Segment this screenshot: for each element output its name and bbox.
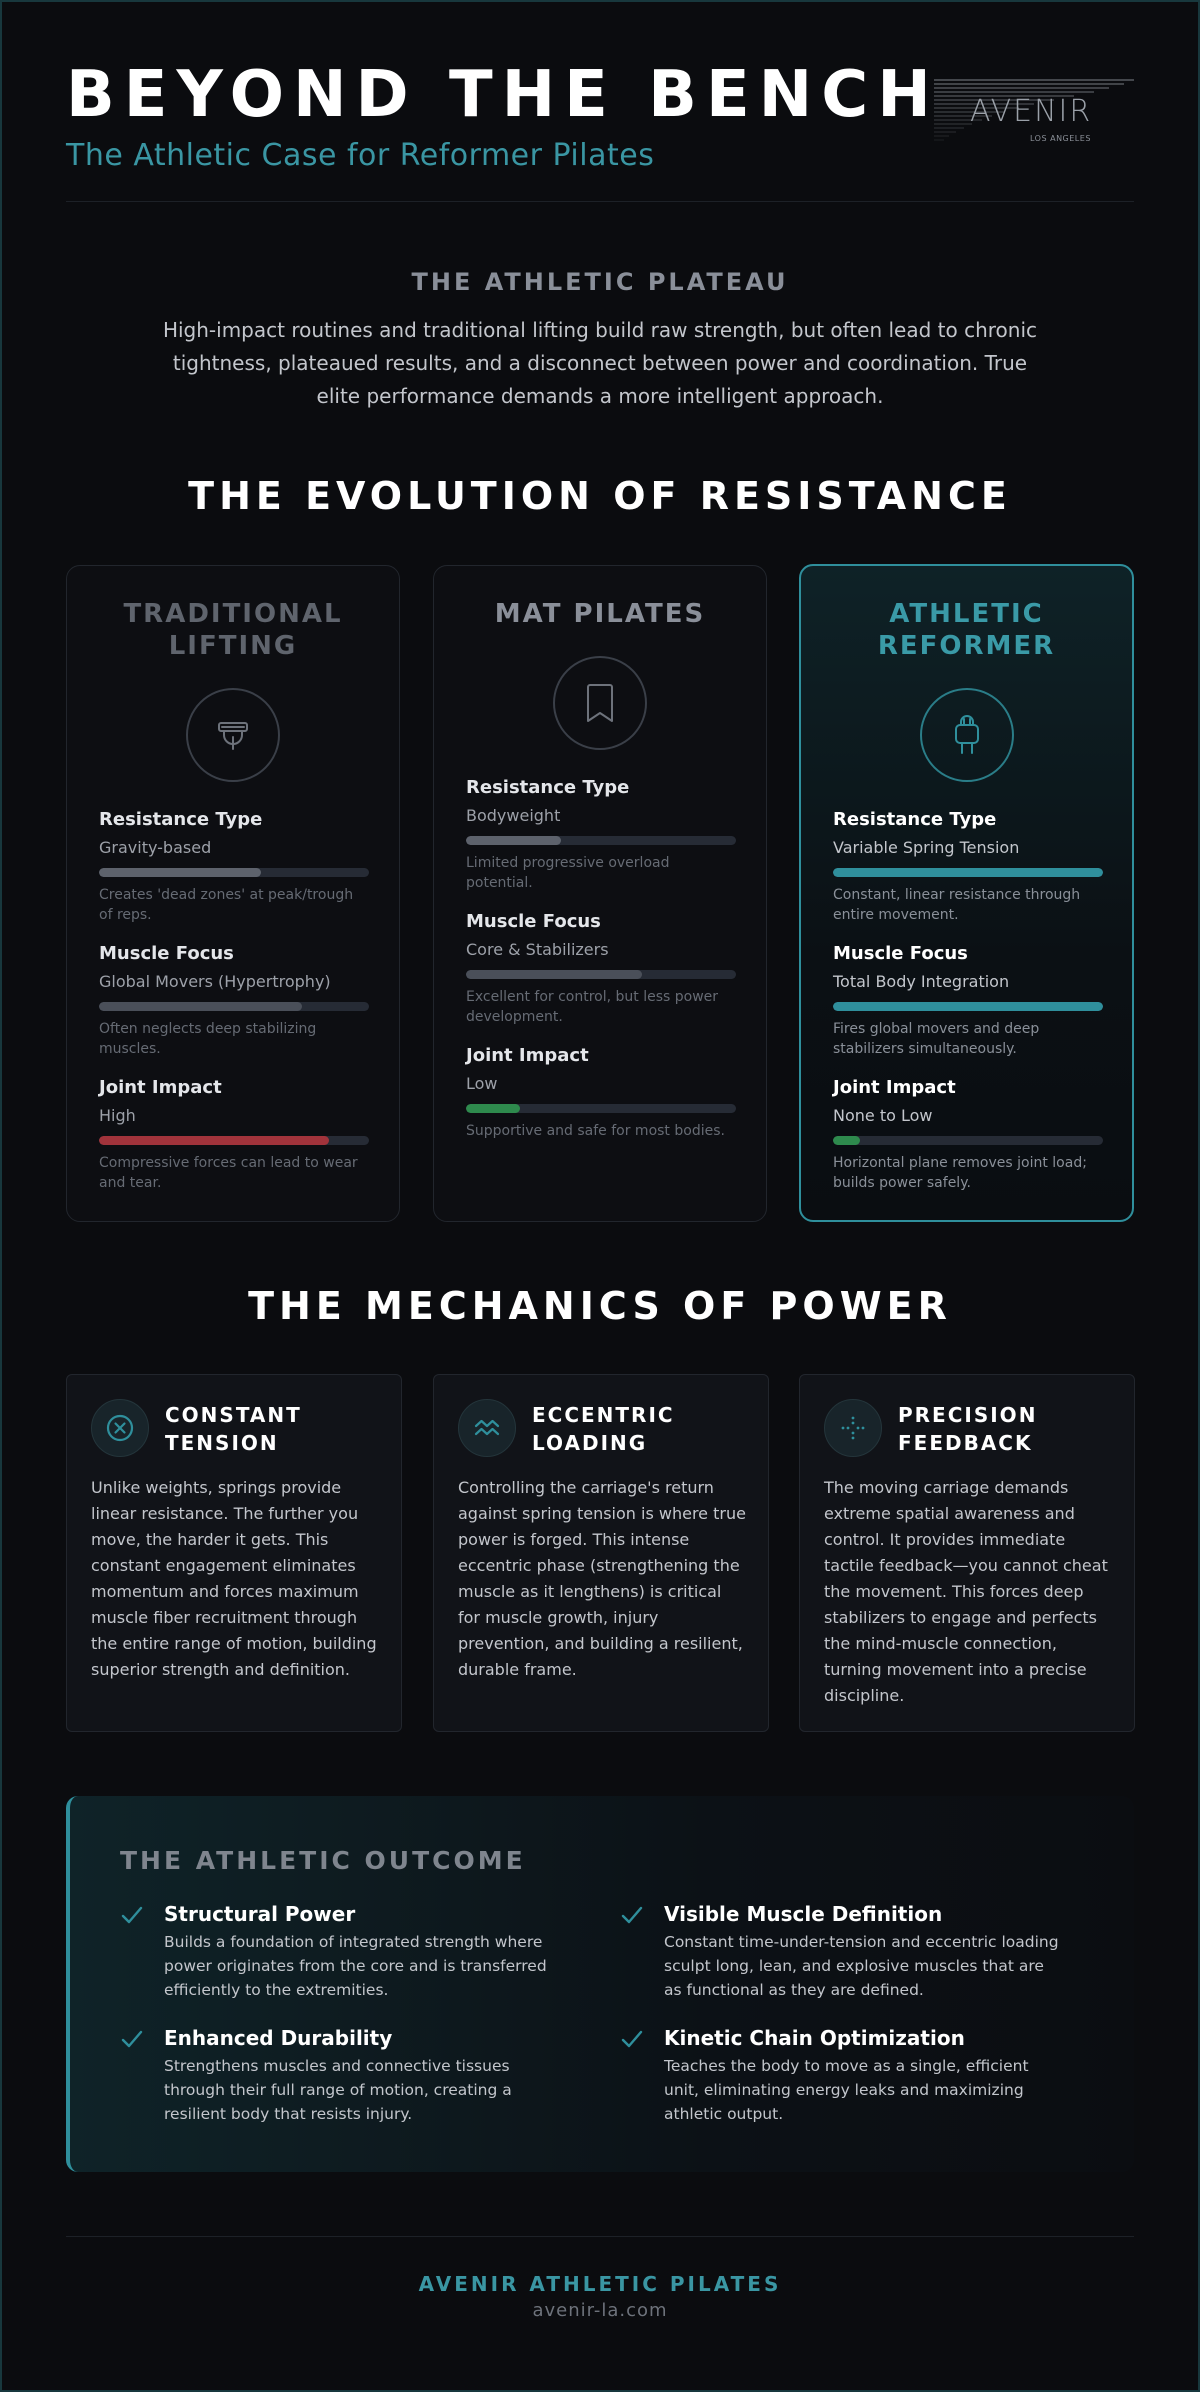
outcome-item-title: Visible Muscle Definition bbox=[664, 1902, 943, 1926]
metric-note: Horizontal plane removes joint load; builds power safely. bbox=[833, 1155, 1087, 1191]
metric-muscle-focus bbox=[466, 911, 736, 1027]
metric-label: Joint Impact bbox=[99, 1077, 222, 1098]
outcome-item-text: Strengthens muscles and connective tissues through their full range of motion, creating a resilient body that resists injury. bbox=[164, 2057, 512, 2123]
metric-note: Creates 'dead zones' at peak/trough of reps. bbox=[99, 887, 354, 923]
footer-divider bbox=[66, 2236, 1134, 2237]
metric-note: Supportive and safe for most bodies. bbox=[466, 1123, 725, 1139]
metric-muscle-focus bbox=[833, 943, 1103, 1059]
check-icon bbox=[620, 2028, 644, 2050]
metric-bar bbox=[99, 868, 369, 877]
metric-bar-fill bbox=[99, 868, 261, 877]
metric-label: Joint Impact bbox=[833, 1077, 956, 1098]
plateau-heading: THE ATHLETIC PLATEAU bbox=[411, 268, 789, 296]
outcome-item bbox=[120, 2026, 560, 2126]
x-circle-icon bbox=[104, 1412, 136, 1444]
metric-bar-fill bbox=[833, 1002, 1103, 1011]
card-athletic-reformer bbox=[799, 564, 1134, 1222]
metric-note: Excellent for control, but less power development. bbox=[466, 989, 719, 1025]
metric-bar-fill bbox=[466, 836, 561, 845]
logo-subtext: LOS ANGELES bbox=[1030, 134, 1091, 143]
metric-resistance-type bbox=[466, 777, 736, 893]
card-title: MAT PILATES bbox=[494, 599, 706, 629]
plateau-text: High-impact routines and traditional lifting build raw strength, but often lead to chronic tightness, plateaued results, and a disconnect between power and coordination. True elite performance demands a more intelligent approach. bbox=[162, 318, 1038, 408]
card-mat-pilates bbox=[433, 565, 767, 1222]
outcome-item bbox=[620, 1902, 1060, 2002]
metric-label: Resistance Type bbox=[466, 777, 630, 798]
mechanic-title: ECCENTRIC LOADING bbox=[532, 1403, 675, 1455]
card-icon-circle bbox=[186, 688, 280, 782]
metric-label: Resistance Type bbox=[99, 809, 263, 830]
mechanics-heading: THE MECHANICS OF POWER bbox=[248, 1284, 952, 1328]
mechanic-text: The moving carriage demands extreme spatial awareness and control. It provides immediate tactile feedback—you cannot cheat the movement. This forces deep stabilizers to engage and perfects the mind-muscle connection, turning movement into a precise discipline. bbox=[824, 1478, 1108, 1705]
metric-note: Often neglects deep stabilizing muscles. bbox=[99, 1021, 317, 1057]
metric-note: Constant, linear resistance through entire movement. bbox=[833, 887, 1081, 923]
metric-label: Muscle Focus bbox=[99, 943, 234, 964]
metric-label: Muscle Focus bbox=[833, 943, 968, 964]
metric-bar bbox=[466, 1104, 736, 1113]
card-title: ATHLETIC REFORMER bbox=[877, 599, 1056, 661]
outcome-item-text: Teaches the body to move as a single, efficient unit, eliminating energy leaks and maximizing athletic output. bbox=[664, 2057, 1029, 2123]
plug-icon bbox=[947, 713, 987, 757]
outcome-panel bbox=[66, 1796, 1134, 2172]
footer-url-link[interactable]: avenir-la.com bbox=[532, 2300, 668, 2321]
card-title: TRADITIONAL LIFTING bbox=[123, 599, 343, 661]
metric-joint-impact bbox=[99, 1077, 369, 1193]
metric-joint-impact bbox=[833, 1077, 1103, 1193]
metric-bar bbox=[99, 1002, 369, 1011]
evolution-heading: THE EVOLUTION OF RESISTANCE bbox=[188, 474, 1012, 518]
metric-value: Variable Spring Tension bbox=[833, 838, 1020, 857]
metric-bar-fill bbox=[833, 868, 1103, 877]
metric-label: Joint Impact bbox=[466, 1045, 589, 1066]
outcome-item-title: Enhanced Durability bbox=[164, 2026, 393, 2050]
card-traditional-lifting bbox=[66, 565, 400, 1222]
outcome-item-text: Builds a foundation of integrated strength where power originates from the core and is transferred efficiently to the extremities. bbox=[164, 1933, 547, 1999]
crosshair-icon bbox=[837, 1412, 869, 1444]
metric-bar bbox=[466, 836, 736, 845]
metric-resistance-type bbox=[833, 809, 1103, 925]
header bbox=[66, 60, 1134, 202]
metric-note: Fires global movers and deep stabilizers simultaneously. bbox=[833, 1021, 1040, 1057]
metric-bar bbox=[99, 1136, 369, 1145]
metric-value: High bbox=[99, 1106, 136, 1125]
metric-note: Compressive forces can lead to wear and tear. bbox=[99, 1155, 358, 1191]
metric-resistance-type bbox=[99, 809, 369, 925]
card-icon-circle bbox=[920, 688, 1014, 782]
mechanic-constant-tension bbox=[66, 1374, 402, 1732]
metric-value: Core & Stabilizers bbox=[466, 940, 609, 959]
metric-note: Limited progressive overload potential. bbox=[466, 855, 670, 891]
card-icon-circle bbox=[553, 656, 647, 750]
mechanic-icon-circle bbox=[91, 1399, 149, 1457]
metric-value: Total Body Integration bbox=[833, 972, 1010, 991]
outcome-heading: THE ATHLETIC OUTCOME bbox=[120, 1846, 526, 1875]
metric-muscle-focus bbox=[99, 943, 369, 1059]
outcome-item bbox=[620, 2026, 1060, 2126]
mechanic-precision-feedback bbox=[799, 1374, 1135, 1732]
metric-bar bbox=[833, 868, 1103, 877]
metric-bar-fill bbox=[833, 1136, 860, 1145]
check-icon bbox=[620, 1904, 644, 1926]
footer-brand: AVENIR ATHLETIC PILATES bbox=[418, 2272, 782, 2296]
outcome-item bbox=[120, 1902, 560, 2002]
mechanic-eccentric-loading bbox=[433, 1374, 769, 1732]
mechanic-text: Unlike weights, springs provide linear resistance. The further you move, the harder it gets. This constant engagement eliminates momentum and forces maximum muscle fiber recruitment through the entire range of motion, building superior strength and definition. bbox=[91, 1478, 377, 1679]
metric-bar bbox=[833, 1136, 1103, 1145]
brand-logo bbox=[934, 78, 1134, 152]
dumbbell-icon bbox=[213, 715, 253, 755]
check-icon bbox=[120, 2028, 144, 2050]
metric-value: Bodyweight bbox=[466, 806, 561, 825]
metric-value: Low bbox=[466, 1074, 498, 1093]
mechanic-text: Controlling the carriage's return against spring tension is where true power is forged. This intense eccentric phase (strengthening the muscle as it lengthens) is critical for muscle growth, injury prevention, and building a resilient, durable frame. bbox=[458, 1478, 746, 1679]
outcome-item-text: Constant time-under-tension and eccentric loading sculpt long, lean, and explosive muscles that are as functional as they are defined. bbox=[664, 1933, 1059, 1999]
page-subtitle: The Athletic Case for Reformer Pilates bbox=[66, 138, 655, 173]
mechanic-icon-circle bbox=[824, 1399, 882, 1457]
mechanic-title: PRECISION FEEDBACK bbox=[898, 1403, 1038, 1455]
metric-bar-fill bbox=[466, 1104, 520, 1113]
metric-bar-fill bbox=[99, 1002, 302, 1011]
metric-bar-fill bbox=[466, 970, 642, 979]
page-title: BEYOND THE BENCH bbox=[66, 58, 940, 132]
metric-value: Global Movers (Hypertrophy) bbox=[99, 972, 331, 991]
mechanic-title: CONSTANT TENSION bbox=[165, 1403, 302, 1455]
logo-text: AVENIR bbox=[970, 94, 1093, 129]
metric-bar-fill bbox=[99, 1136, 329, 1145]
metric-value: None to Low bbox=[833, 1106, 933, 1125]
metric-value: Gravity-based bbox=[99, 838, 212, 857]
bookmark-icon bbox=[580, 681, 620, 725]
metric-bar bbox=[466, 970, 736, 979]
metric-joint-impact bbox=[466, 1045, 736, 1141]
outcome-item-title: Kinetic Chain Optimization bbox=[664, 2026, 965, 2050]
mechanic-icon-circle bbox=[458, 1399, 516, 1457]
metric-label: Resistance Type bbox=[833, 809, 997, 830]
check-icon bbox=[120, 1904, 144, 1926]
metric-bar bbox=[833, 1002, 1103, 1011]
chevrons-up-icon bbox=[471, 1412, 503, 1444]
metric-label: Muscle Focus bbox=[466, 911, 601, 932]
outcome-item-title: Structural Power bbox=[164, 1902, 356, 1926]
